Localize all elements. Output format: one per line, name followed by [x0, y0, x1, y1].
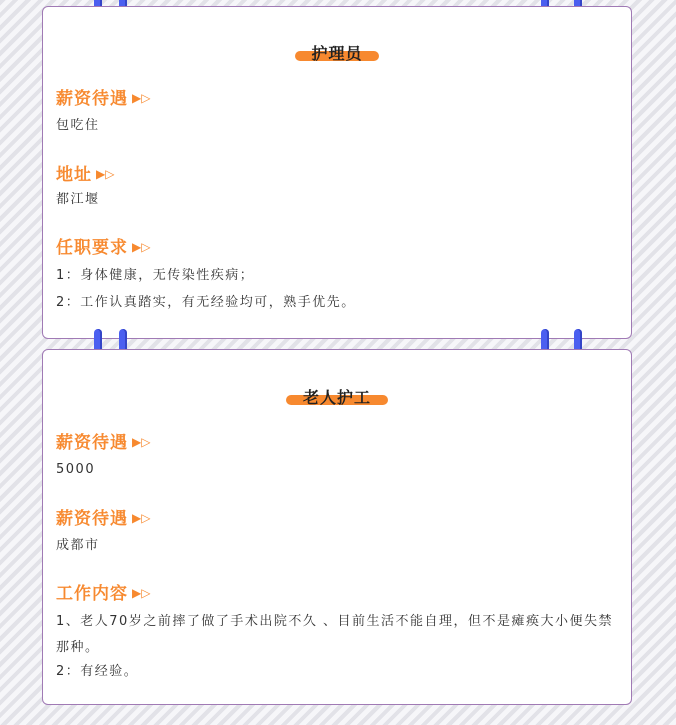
requirement-line: 2：工作认真踏实，有无经验均可，熟手优先。: [56, 295, 356, 310]
job-content-line: 2：有经验。: [56, 664, 139, 679]
job-content-line: 1、老人70岁之前摔了做了手术出院不久 、目前生活不能自理，但不是瘫痪大小便失禁那种。: [56, 614, 613, 655]
play-arrows-icon: ▶▷: [132, 240, 151, 254]
section-heading-text: 薪资待遇: [56, 433, 128, 453]
play-arrows-icon: ▶▷: [132, 511, 151, 525]
section-heading-address: [56, 160, 114, 185]
section-content: 5000: [56, 462, 96, 477]
section-heading-salary: [56, 84, 150, 109]
play-arrows-icon: ▶▷: [132, 435, 151, 449]
section-heading-job-content: [56, 579, 150, 604]
job-card-elderly-caregiver: [42, 349, 632, 705]
section-content: 都江堰: [56, 192, 100, 207]
section-content: 包吃住: [56, 118, 100, 133]
section-content: 成都市: [56, 538, 100, 553]
section-heading-text: 地址: [56, 165, 92, 185]
card-title-text: 老人护工: [302, 388, 371, 407]
section-heading-salary: [56, 428, 150, 453]
card-title-text: 护理员: [311, 44, 363, 63]
section-heading-salary-2: [56, 504, 150, 529]
section-heading-text: 薪资待遇: [56, 89, 128, 109]
section-heading-requirements: [56, 233, 150, 258]
requirement-line: 1：身体健康，无传染性疾病；: [56, 268, 255, 283]
section-heading-text: 薪资待遇: [56, 509, 128, 529]
section-heading-text: 任职要求: [56, 238, 128, 258]
job-card-caregiver: [42, 6, 632, 339]
play-arrows-icon: ▶▷: [132, 91, 151, 105]
play-arrows-icon: ▶▷: [132, 586, 151, 600]
play-arrows-icon: ▶▷: [96, 167, 115, 181]
section-heading-text: 工作内容: [56, 584, 128, 604]
